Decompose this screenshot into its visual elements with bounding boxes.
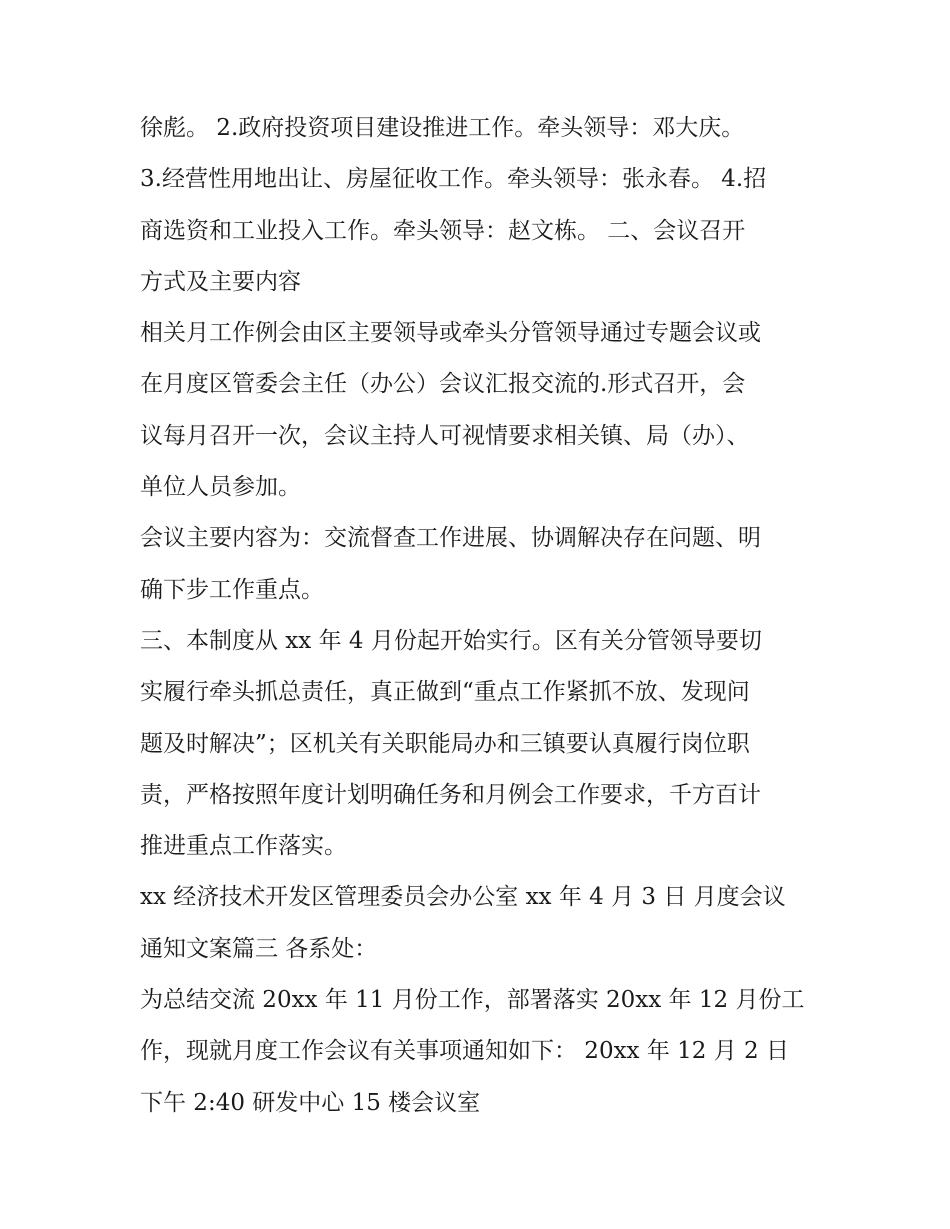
text-line: 相关月工作例会由区主要领导或牵头分管领导通过专题会议或 [140, 320, 761, 347]
text-line: 下午 2:40 研发中心 15 楼会议室 [140, 1089, 481, 1116]
document-body [140, 103, 820, 1129]
text-line: 责，严格按照年度计划明确任务和月例会工作要求，千方百计 [140, 781, 761, 808]
text-line: 实履行牵头抓总责任，真正做到“重点工作紧抓不放、发现问 [140, 679, 750, 706]
text-line: 徐彪。 2.政府投资项目建设推进工作。牵头领导：邓大庆。 [140, 115, 745, 141]
text-line: 单位人员参加。 [140, 474, 301, 501]
text-line: 确下步工作重点。 [140, 576, 324, 603]
text-line: 议每月召开一次，会议主持人可视情要求相关镇、局（办）、 [140, 422, 750, 449]
text-line: xx 经济技术开发区管理委员会办公室 xx 年 4 月 3 日 月度会议 [140, 884, 786, 911]
text-line: 推进重点工作落实。 [140, 833, 347, 860]
text-line: 会议主要内容为：交流督查工作进展、协调解决存在问题、明 [140, 525, 761, 552]
text-line: 3.经营性用地出让、房屋征收工作。牵头领导：张永春。 4.招 [140, 166, 767, 193]
text-line: 三、本制度从 xx 年 4 月份起开始实行。区有关分管领导要切 [140, 627, 762, 654]
text-line: 作，现就月度工作会议有关事项通知如下： 20xx 年 12 月 2 日 [140, 1038, 789, 1065]
text-line: 为总结交流 20xx 年 11 月份工作，部署落实 20xx 年 12 月份工 [140, 987, 805, 1014]
text-line: 商选资和工业投入工作。牵头领导：赵文栋。 二、会议召开 [140, 217, 746, 244]
text-line: 在月度区管委会主任（办公）会议汇报交流的.形式召开，会 [140, 371, 746, 398]
text-line: 通知文案篇三 各系处： [140, 935, 378, 962]
text-line: 方式及主要内容 [140, 268, 301, 295]
text-line: 题及时解决”；区机关有关职能局办和三镇要认真履行岗位职 [140, 730, 750, 757]
